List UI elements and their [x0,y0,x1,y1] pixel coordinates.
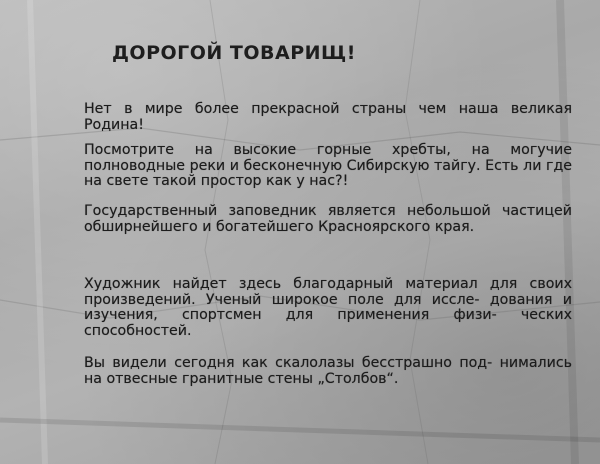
document-title: ДОРОГОЙ ТОВАРИЩ! [112,42,356,64]
paragraph-2: Посмотрите на высокие горные хребты, на могучие полноводные реки и бесконечную Сибирскую тайгу. Есть ли где на свете такой простор как у нас?! [84,142,572,190]
paragraph-1: Нет в мире более прекрасной страны чем наша великая Родина! [84,101,572,133]
paragraph-5: Вы видели сегодня как скалолазы бесстрашно под- нимались на отвесные гранитные стены „Столбов“. [84,355,572,387]
paragraph-3: Государственный заповедник является небольшой частицей обширнейшего и богатейшего Красноярского края. [84,203,572,235]
paragraph-4: Художник найдет здесь благодарный материал для своих произведений. Ученый широкое поле для иссле- дования и изучения, спортсмен для применения физи- ческих способностей. [84,276,572,339]
